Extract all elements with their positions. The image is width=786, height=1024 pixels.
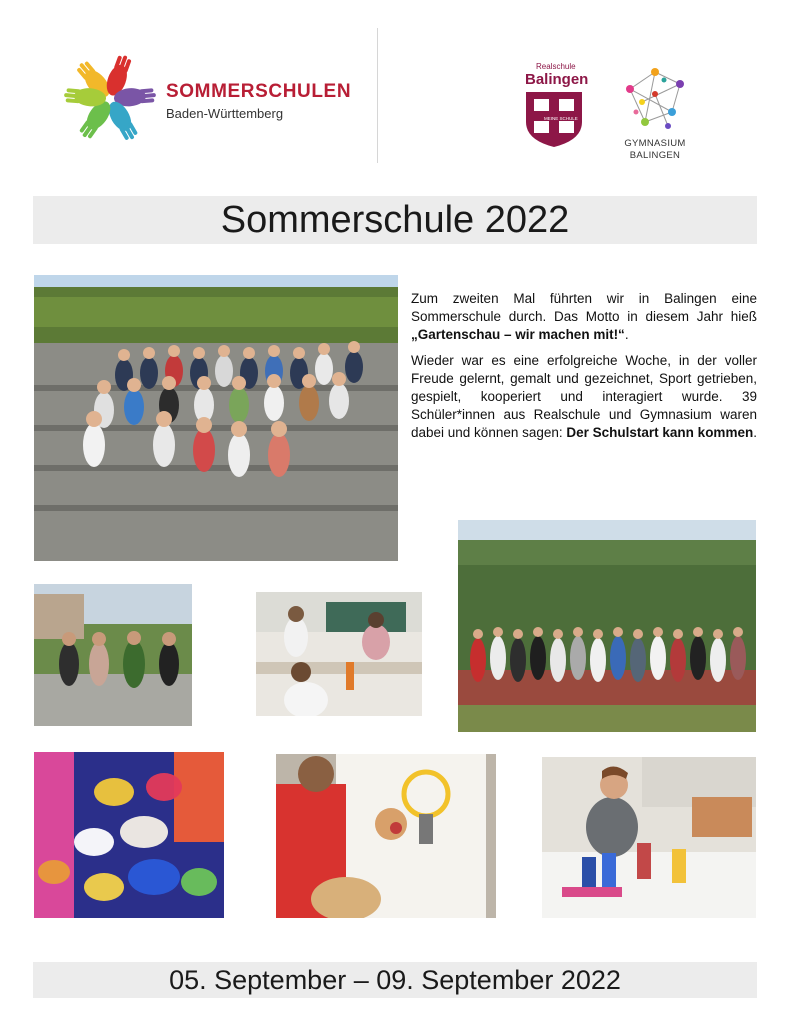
gymnasium-label: GYMNASIUM — [624, 138, 686, 149]
realschule-balingen-logo — [522, 62, 589, 150]
gymnasium-balingen-logo — [612, 64, 698, 164]
hands-logo-icon — [60, 55, 160, 150]
group-photo-steps — [34, 275, 398, 561]
photo-boy-painting — [276, 754, 496, 918]
balingen-label: Balingen — [525, 71, 589, 88]
photo-boy-table — [542, 757, 756, 918]
sommerschulen-subtitle: Baden-Württemberg — [166, 106, 284, 121]
balingen-gym-label: BALINGEN — [629, 150, 681, 161]
school-start-text: Der Schulstart kann kommen — [566, 425, 754, 440]
photo-girls-walking — [34, 584, 192, 726]
photo-classroom — [256, 592, 422, 716]
realschule-label: Realschule — [536, 62, 576, 71]
title-bar — [33, 196, 757, 244]
intro-paragraph-1: Zum zweiten Mal führten wir in Balingen eine Sommerschule durch. Das Motto in diesem Jahr hieß „Gartenschau – wir machen mit!“. — [411, 291, 757, 342]
motto-text: „Gartenschau – wir machen mit!“ — [411, 327, 625, 342]
header-divider — [377, 28, 378, 163]
realschule-badge: MEINE SCHULE — [544, 116, 578, 121]
intro-paragraph-2: Wieder war es eine erfolgreiche Woche, in der voller Freude gelernt, gemalt und gezeichnet, Sport getrieben, gespielt, kooperiert und interagiert wurde. 39 Schüler*innen aus Realschule und Gymnasium waren dabei und können sagen: Der Schulstart kann kommen. — [411, 353, 757, 440]
photo-paper-hands — [34, 752, 224, 918]
page-title: Sommerschule 2022 — [220, 199, 570, 241]
network-dots-icon — [620, 64, 690, 134]
photo-outdoor-game — [458, 520, 756, 732]
date-bar — [33, 962, 757, 998]
intro-text — [411, 290, 757, 450]
sommerschulen-logo — [60, 55, 360, 150]
sommerschulen-title: SOMMERSCHULEN — [166, 81, 352, 102]
date-range: 05. September – 09. September 2022 — [169, 965, 621, 995]
